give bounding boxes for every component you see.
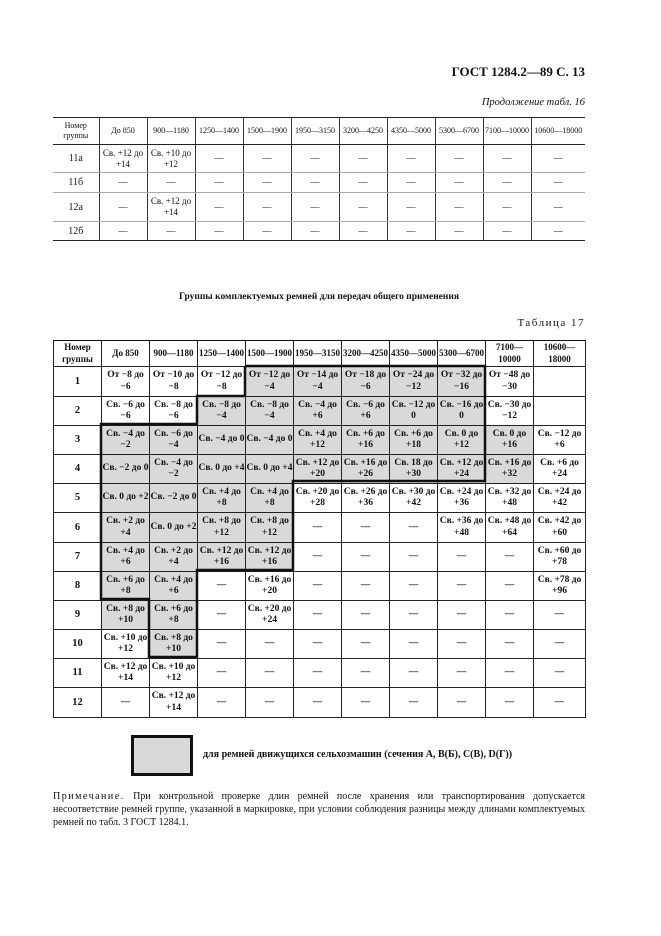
table17-cell: — xyxy=(198,630,246,659)
note-paragraph xyxy=(53,790,585,829)
table17-cell xyxy=(534,367,586,397)
table16-cell: — xyxy=(99,193,147,222)
table17-cell: Св. 0 до +4 xyxy=(246,455,294,484)
table16-cell: — xyxy=(387,193,435,222)
table17-cell: Св. 0 до +12 xyxy=(438,426,486,455)
table17-cell: — xyxy=(486,543,534,572)
table16-cell: — xyxy=(531,173,585,193)
table17-cell: — xyxy=(390,659,438,688)
table17-row xyxy=(54,630,586,659)
table17-cell: От −10 до −8 xyxy=(150,367,198,397)
table17-cell: Св. +4 до +6 xyxy=(150,572,198,601)
table17-cell: 3 xyxy=(54,426,102,455)
table17-header-cell: 4350—5000 xyxy=(390,341,438,367)
table17-cell: — xyxy=(342,630,390,659)
table17-cell: Св. 0 до +16 xyxy=(486,426,534,455)
note-label: Примечание. xyxy=(53,791,125,802)
table16-header-cell: 10600—18000 xyxy=(531,118,585,145)
table17-cell: — xyxy=(438,688,486,718)
table17-cell: От −32 до −16 xyxy=(438,367,486,397)
table16-header-cell: 3200—4250 xyxy=(339,118,387,145)
table17-cell: От −12 до −4 xyxy=(246,367,294,397)
note-text: При контрольной проверке длин ремней после хранения или транспортирования допускается несоответствие ремней группе, указанной в маркировке, при условии соблюдения разницы между длинами комплектуемых ремней по табл. 3 ГОСТ 1284.1. xyxy=(53,791,585,828)
table16-cell: 12б xyxy=(53,222,99,241)
table17-cell: 9 xyxy=(54,601,102,630)
table17-cell: Св. +48 до +64 xyxy=(486,513,534,543)
table-continuation-label: Продолжение табл. 16 xyxy=(481,97,585,108)
table17-header-cell: Номер группы xyxy=(54,341,102,367)
table17-row xyxy=(54,397,586,426)
table17-cell: Св. −4 до −2 xyxy=(102,426,150,455)
table17-cell: Св. −12 до 0 xyxy=(390,397,438,426)
table17-cell: Св. +16 до +26 xyxy=(342,455,390,484)
table17-cell: — xyxy=(246,630,294,659)
table-17 xyxy=(53,340,586,718)
table17-cell: — xyxy=(294,513,342,543)
table17-cell: Св. −4 до −2 xyxy=(150,455,198,484)
table17-header-cell: 7100—10000 xyxy=(486,341,534,367)
table17-cell: Св. −2 до 0 xyxy=(150,484,198,513)
table17-cell: — xyxy=(486,630,534,659)
table17-cell: От −12 до −8 xyxy=(198,367,246,397)
table17-cell: От −8 до −6 xyxy=(102,367,150,397)
table16-cell: — xyxy=(339,145,387,173)
table17-cell: Св. +12 до +16 xyxy=(246,543,294,572)
table17-cell: — xyxy=(198,659,246,688)
table16-cell: — xyxy=(435,173,483,193)
table17-cell: Св. −4 до 0 xyxy=(246,426,294,455)
table16-cell: — xyxy=(531,222,585,241)
table17-cell: От −14 до −4 xyxy=(294,367,342,397)
table16-cell: — xyxy=(435,222,483,241)
table17-cell: Св. −8 до −4 xyxy=(198,397,246,426)
table17-header-row xyxy=(54,341,586,367)
table16-cell: — xyxy=(435,145,483,173)
table16-header-cell: 900—1180 xyxy=(147,118,195,145)
table17-cell: Св. +24 до +36 xyxy=(438,484,486,513)
table17-cell: Св. −16 до 0 xyxy=(438,397,486,426)
table16-cell: 11а xyxy=(53,145,99,173)
table16-cell: Св. +12 до +14 xyxy=(99,145,147,173)
table17-cell: — xyxy=(438,601,486,630)
table17-caption: Группы комплектуемых ремней для передач общего применения xyxy=(179,292,459,302)
table17-cell: — xyxy=(486,659,534,688)
table17-cell: Св. +6 до +16 xyxy=(342,426,390,455)
table16-cell: — xyxy=(195,222,243,241)
table17-cell: Св. 18 до +30 xyxy=(390,455,438,484)
table17-cell: От −18 до −6 xyxy=(342,367,390,397)
table17-row xyxy=(54,426,586,455)
table16-cell: — xyxy=(339,173,387,193)
table17-cell: От −48 до −30 xyxy=(486,367,534,397)
table17-cell: Св. +6 до +8 xyxy=(102,572,150,601)
table16-header-cell: 7100—10000 xyxy=(483,118,531,145)
table16-cell: — xyxy=(291,193,339,222)
table16-cell: — xyxy=(243,173,291,193)
table17-row xyxy=(54,513,586,543)
table16-cell: — xyxy=(291,173,339,193)
table17-cell: Св. +2 до +4 xyxy=(150,543,198,572)
table17-cell: — xyxy=(198,572,246,601)
table16-cell: — xyxy=(291,222,339,241)
table17-cell: Св. +4 до +6 xyxy=(102,543,150,572)
table17-cell: — xyxy=(246,659,294,688)
table17-cell: Св. +10 до +12 xyxy=(102,630,150,659)
table17-cell: 4 xyxy=(54,455,102,484)
table16-header-cell: 1250—1400 xyxy=(195,118,243,145)
table17-row xyxy=(54,543,586,572)
table17-cell: Св. +4 до +12 xyxy=(294,426,342,455)
table16-header-row xyxy=(53,118,585,145)
table17-cell: Св. +8 до +12 xyxy=(198,513,246,543)
table17-cell: Св. −2 до 0 xyxy=(102,455,150,484)
table16-header-cell: 1950—3150 xyxy=(291,118,339,145)
table17-cell: — xyxy=(294,630,342,659)
table17-cell: Св. +8 до +10 xyxy=(150,630,198,659)
table17-cell: Св. +32 до +48 xyxy=(486,484,534,513)
table16-cell: — xyxy=(147,222,195,241)
table17-header-cell: 5300—6700 xyxy=(438,341,486,367)
table16-header-cell: 1500—1900 xyxy=(243,118,291,145)
table17-cell: — xyxy=(438,572,486,601)
table17-cell: — xyxy=(294,601,342,630)
table17-cell: — xyxy=(390,630,438,659)
table17-row xyxy=(54,572,586,601)
table17-cell: Св. +4 до +8 xyxy=(246,484,294,513)
table17-cell: — xyxy=(342,659,390,688)
table17-row xyxy=(54,601,586,630)
table17-header-cell: 3200—4250 xyxy=(342,341,390,367)
table17-cell: Св. −12 до +6 xyxy=(534,426,586,455)
table16-cell: — xyxy=(147,173,195,193)
table17-cell: Св. +6 до +8 xyxy=(150,601,198,630)
table17-cell: — xyxy=(342,572,390,601)
table16-cell: — xyxy=(483,193,531,222)
table17-row xyxy=(54,688,586,718)
table17-cell: — xyxy=(102,688,150,718)
table17-cell: Св. −30 до −12 xyxy=(486,397,534,426)
table17-cell: Св. +10 до +12 xyxy=(150,659,198,688)
table17-cell: 11 xyxy=(54,659,102,688)
table16-row xyxy=(53,193,585,222)
table17-number: Таблица 17 xyxy=(517,317,585,329)
table16-row xyxy=(53,222,585,241)
table16-cell: — xyxy=(291,145,339,173)
table17-cell: — xyxy=(390,688,438,718)
table17-cell: Св. +60 до +78 xyxy=(534,543,586,572)
table17-cell: 10 xyxy=(54,630,102,659)
table16-cell: — xyxy=(435,193,483,222)
table17-cell: Св. +6 до +24 xyxy=(534,455,586,484)
table16-cell: — xyxy=(99,173,147,193)
table-16 xyxy=(53,117,585,241)
legend-text: для ремней движущихся сельхозмашин (сечения А, В(Б), С(В), D(Г)) xyxy=(203,749,513,760)
table16-cell: — xyxy=(387,173,435,193)
table16-cell: — xyxy=(483,145,531,173)
table17-cell: Св. +2 до +4 xyxy=(102,513,150,543)
table17-cell: Св. −8 до −4 xyxy=(246,397,294,426)
page-header: ГОСТ 1284.2—89 С. 13 xyxy=(451,64,585,79)
table17-cell: — xyxy=(294,543,342,572)
table17-cell: Св. +16 до +32 xyxy=(486,455,534,484)
table17-cell: — xyxy=(438,543,486,572)
table17-cell: Св. +26 до +36 xyxy=(342,484,390,513)
table17-cell: 7 xyxy=(54,543,102,572)
table17-cell: Св. +6 до +18 xyxy=(390,426,438,455)
legend-swatch xyxy=(131,735,193,776)
table17-row xyxy=(54,367,586,397)
table17-cell: — xyxy=(198,688,246,718)
table17-cell: Св. +24 до +42 xyxy=(534,484,586,513)
table17-cell: Св. +16 до +20 xyxy=(246,572,294,601)
table17-cell: Св. −4 до 0 xyxy=(198,426,246,455)
table16-header-cell: До 850 xyxy=(99,118,147,145)
table17-cell: Св. 0 до +2 xyxy=(102,484,150,513)
table17-cell: — xyxy=(486,601,534,630)
table17-cell: Св. +12 до +14 xyxy=(102,659,150,688)
table17-cell: — xyxy=(390,572,438,601)
table16-cell: — xyxy=(195,193,243,222)
table16-cell: 12а xyxy=(53,193,99,222)
table17-cell: Св. −4 до +6 xyxy=(294,397,342,426)
table16-cell: — xyxy=(531,145,585,173)
table17-cell: — xyxy=(534,630,586,659)
table17-header-cell: 1500—1900 xyxy=(246,341,294,367)
table17-header-cell: 10600—18000 xyxy=(534,341,586,367)
table17-header-cell: 1950—3150 xyxy=(294,341,342,367)
table16-cell: — xyxy=(387,222,435,241)
table17-cell: — xyxy=(294,572,342,601)
table17-cell: — xyxy=(342,543,390,572)
table17-cell: Св. −6 до −4 xyxy=(150,426,198,455)
table17-cell: Св. +78 до +96 xyxy=(534,572,586,601)
table17-cell: — xyxy=(486,572,534,601)
table16-cell: — xyxy=(387,145,435,173)
table16-header-cell: Номер группы xyxy=(53,118,99,145)
table17-cell: — xyxy=(342,513,390,543)
table17-cell: Св. −6 до +6 xyxy=(342,397,390,426)
table17-row xyxy=(54,659,586,688)
table17-cell: Св. −6 до −6 xyxy=(102,397,150,426)
table16-header-cell: 4350—5000 xyxy=(387,118,435,145)
table17-cell: — xyxy=(438,630,486,659)
table17-cell: 12 xyxy=(54,688,102,718)
table16-cell: — xyxy=(483,173,531,193)
table17-cell: Св. +20 до +28 xyxy=(294,484,342,513)
table17-cell: 6 xyxy=(54,513,102,543)
table17-cell: Св. +12 до +24 xyxy=(438,455,486,484)
table16-cell: Св. +10 до +12 xyxy=(147,145,195,173)
table16-row xyxy=(53,173,585,193)
table16-cell: — xyxy=(339,193,387,222)
table17-cell: Св. +8 до +10 xyxy=(102,601,150,630)
table17-header-cell: 900—1180 xyxy=(150,341,198,367)
table17-cell: Св. +4 до +8 xyxy=(198,484,246,513)
table17-cell: — xyxy=(534,659,586,688)
table17-cell: Св. +12 до +16 xyxy=(198,543,246,572)
table17-cell: Св. +12 до +14 xyxy=(150,688,198,718)
table17-cell: — xyxy=(342,688,390,718)
table17-cell: — xyxy=(486,688,534,718)
table16-cell: — xyxy=(195,173,243,193)
table16-cell: Св. +12 до +14 xyxy=(147,193,195,222)
table16-cell: — xyxy=(195,145,243,173)
table17-cell: — xyxy=(390,543,438,572)
table17-header-cell: До 850 xyxy=(102,341,150,367)
table16-cell: — xyxy=(483,222,531,241)
table17-cell: — xyxy=(390,601,438,630)
table17-cell: — xyxy=(342,601,390,630)
table16-cell: — xyxy=(243,193,291,222)
table17-cell xyxy=(534,397,586,426)
table17-cell: Св. +20 до +24 xyxy=(246,601,294,630)
table17-cell: Св. +30 до +42 xyxy=(390,484,438,513)
table16-cell: — xyxy=(531,193,585,222)
table17-cell: Св. 0 до +2 xyxy=(150,513,198,543)
table17-cell: — xyxy=(534,601,586,630)
table17-header-cell: 1250—1400 xyxy=(198,341,246,367)
table17-cell: Св. +36 до +48 xyxy=(438,513,486,543)
table17-cell: — xyxy=(198,601,246,630)
table17-cell: 1 xyxy=(54,367,102,397)
table16-header-cell: 5300—6700 xyxy=(435,118,483,145)
table16-row xyxy=(53,145,585,173)
table17-cell: — xyxy=(438,659,486,688)
table17-cell: — xyxy=(390,513,438,543)
table17-cell: Св. −8 до −6 xyxy=(150,397,198,426)
table17-cell: От −24 до −12 xyxy=(390,367,438,397)
table17-cell: — xyxy=(534,688,586,718)
table17-cell: — xyxy=(294,688,342,718)
table17-cell: 2 xyxy=(54,397,102,426)
table16-cell: — xyxy=(243,145,291,173)
table17-cell: Св. 0 до +4 xyxy=(198,455,246,484)
table16-cell: — xyxy=(99,222,147,241)
table16-cell: — xyxy=(243,222,291,241)
table17-cell: Св. +12 до +20 xyxy=(294,455,342,484)
table17-cell: Св. +42 до +60 xyxy=(534,513,586,543)
table17-cell: 5 xyxy=(54,484,102,513)
table17-cell: — xyxy=(246,688,294,718)
table17-row xyxy=(54,484,586,513)
table17-row xyxy=(54,455,586,484)
table16-cell: 11б xyxy=(53,173,99,193)
table17-cell: 8 xyxy=(54,572,102,601)
table17-cell: — xyxy=(294,659,342,688)
table17-cell: Св. +8 до +12 xyxy=(246,513,294,543)
table16-cell: — xyxy=(339,222,387,241)
